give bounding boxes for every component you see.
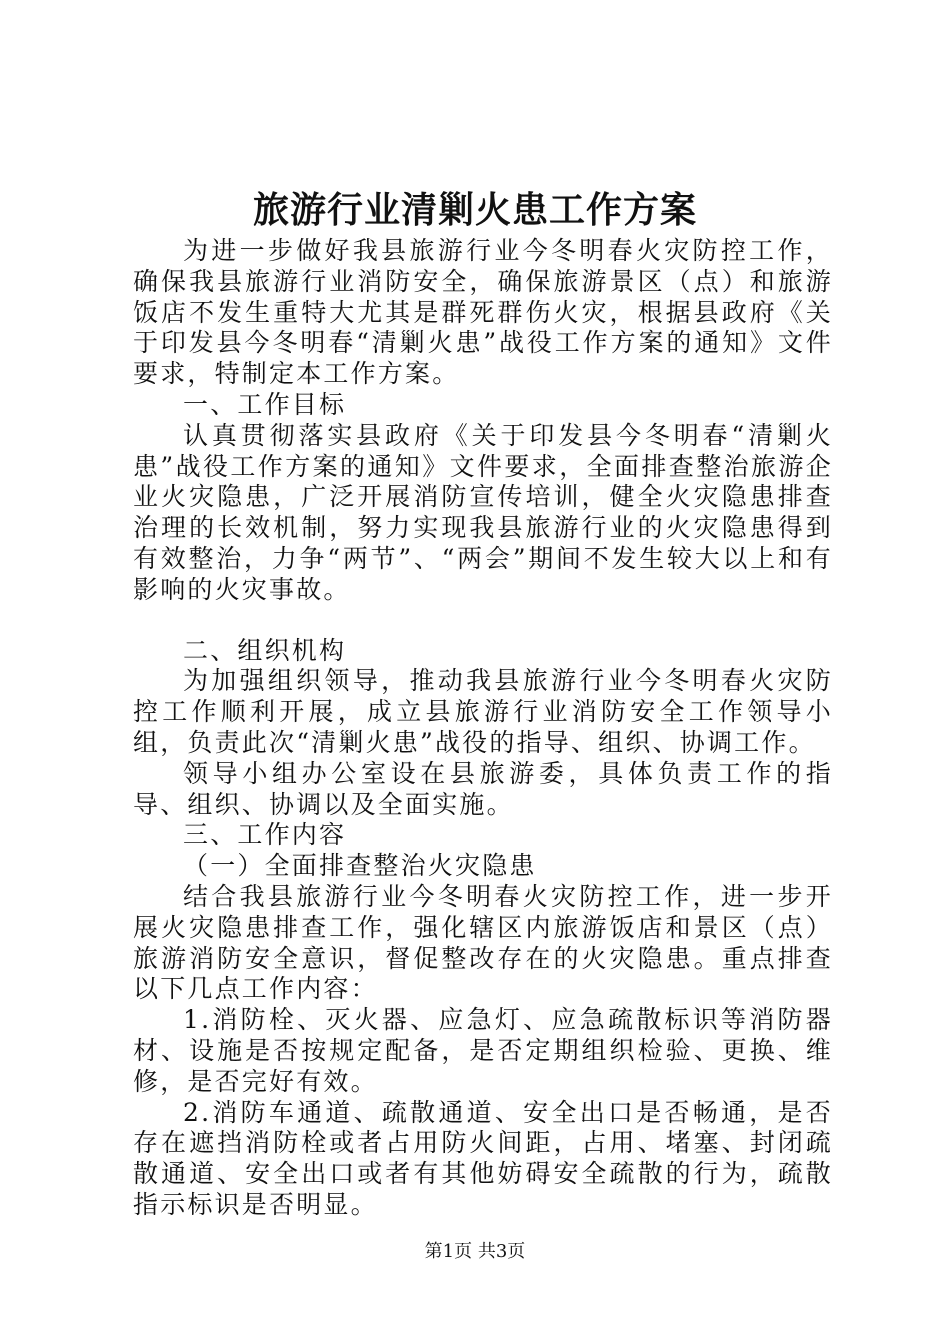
document-body [133,236,833,1221]
section-heading-organization: 二、组织机构 [183,635,347,665]
list-item: 1.消防栓、灭火器、应急灯、应急疏散标识等消防器材、设施是否按规定配备，是否定期组织检验、更换、维修，是否完好有效。 [133,1005,833,1096]
document-title: 旅游行业清剿火患工作方案 [252,189,697,231]
goals-paragraph: 认真贯彻落实县政府《关于印发县今冬明春“清剿火患”战役工作方案的通知》文件要求，全面排查整治旅游企业火灾隐患，广泛开展消防宣传培训，健全火灾隐患排查治理的长效机制，努力实现我县旅游行业的火灾隐患得到有效整治，力争“两节”、“两会”期间不发生较大以上和有影响的火灾事故。 [133,420,833,604]
organization-paragraph: 为加强组织领导，推动我县旅游行业今冬明春火灾防控工作顺利开展，成立县旅游行业消防安全工作领导小组，负责此次“清剿火患”战役的指导、组织、协调工作。 [133,666,833,757]
subsection-heading-inspection: （一）全面排查整治火灾隐患 [183,851,537,881]
section-heading-content: 三、工作内容 [183,820,347,850]
inspection-paragraph: 结合我县旅游行业今冬明春火灾防控工作，进一步开展火灾隐患排查工作，强化辖区内旅游饭店和景区（点）旅游消防安全意识，督促整改存在的火灾隐患。重点排查以下几点工作内容： [133,881,833,1004]
list-item: 2.消防车通道、疏散通道、安全出口是否畅通，是否存在遮挡消防栓或者占用防火间距，占用、堵塞、封闭疏散通道、安全出口或者有其他妨碍安全疏散的行为，疏散指示标识是否明显。 [133,1097,833,1219]
section-heading-goals: 一、工作目标 [183,389,347,419]
page-number: 第1页 共3页 [424,1241,526,1262]
office-paragraph: 领导小组办公室设在县旅游委，具体负责工作的指导、组织、协调以及全面实施。 [133,758,833,819]
intro-paragraph: 为进一步做好我县旅游行业今冬明春火灾防控工作，确保我县旅游行业消防安全，确保旅游景区（点）和旅游饭店不发生重特大尤其是群死群伤火灾，根据县政府《关于印发县今冬明春“清剿火患”战役工作方案的通知》文件要求，特制定本工作方案。 [133,236,833,389]
